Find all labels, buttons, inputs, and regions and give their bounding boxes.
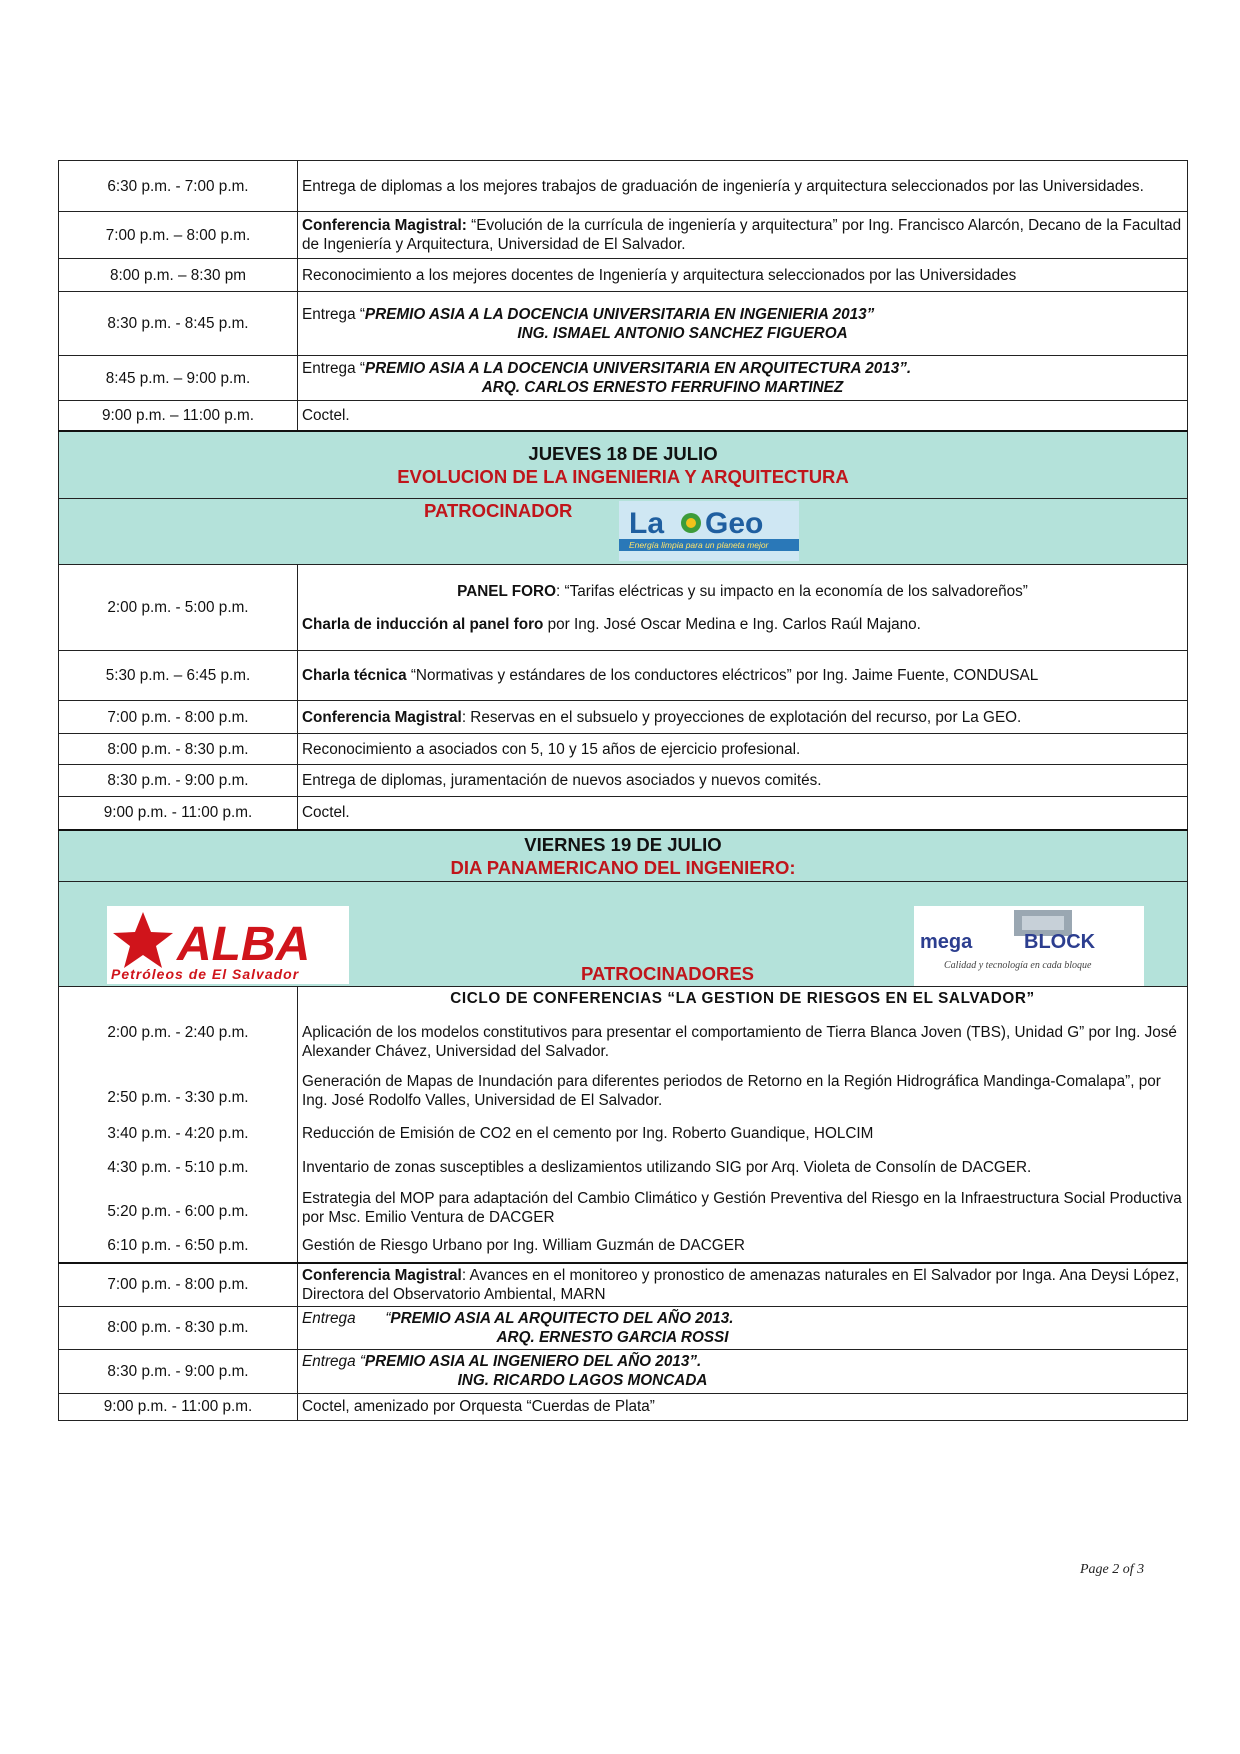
table-row xyxy=(59,356,1188,401)
time-cell: 6:10 p.m. - 6:50 p.m. xyxy=(59,1229,298,1263)
table-row xyxy=(59,765,1188,797)
time-cell: 7:00 p.m. - 8:00 p.m. xyxy=(59,701,298,734)
time-cell: 2:00 p.m. - 5:00 p.m. xyxy=(59,565,298,651)
description-cell xyxy=(298,1349,1188,1393)
table-row xyxy=(59,401,1188,431)
time-cell: 4:30 p.m. - 5:10 p.m. xyxy=(59,1149,298,1187)
page-number: Page 2 of 3 xyxy=(1080,1562,1145,1577)
megablock-logo-text-a: mega xyxy=(920,931,973,953)
sponsor-cell xyxy=(59,882,1188,987)
award-title: PREMIO ASIA AL INGENIERO DEL AÑO 2013”. xyxy=(364,1352,702,1370)
award-lead: Entrega “ xyxy=(302,360,365,377)
table-row xyxy=(59,1011,1188,1063)
cycle-header-row xyxy=(59,987,1188,1011)
description-cell xyxy=(298,292,1188,356)
table-row xyxy=(59,1063,1188,1119)
day-header-thursday xyxy=(59,431,1188,499)
lageo-tagline: Energía limpia para un planeta mejor xyxy=(629,540,769,550)
label-bold: Charla técnica xyxy=(302,667,407,684)
table-row xyxy=(59,1306,1188,1349)
lageo-logo-text-a: La xyxy=(629,507,665,540)
time-cell: 9:00 p.m. - 11:00 p.m. xyxy=(59,1393,298,1420)
award-recipient: ING. ISMAEL ANTONIO SANCHEZ FIGUEROA xyxy=(517,324,848,342)
table-row xyxy=(59,212,1188,259)
table-row xyxy=(59,1229,1188,1263)
time-cell: 6:30 p.m. - 7:00 p.m. xyxy=(59,161,298,212)
megablock-logo-text-b: BLOCK xyxy=(1024,931,1096,953)
description-cell xyxy=(298,701,1188,734)
megablock-tagline: Calidad y tecnología en cada bloque xyxy=(944,960,1092,971)
description-cell: Gestión de Riesgo Urbano por Ing. William Guzmán de DACGER xyxy=(298,1229,1188,1263)
time-cell: 5:30 p.m. – 6:45 p.m. xyxy=(59,651,298,701)
table-row xyxy=(59,651,1188,701)
time-cell: 7:00 p.m. – 8:00 p.m. xyxy=(59,212,298,259)
time-cell: 8:00 p.m. - 8:30 p.m. xyxy=(59,1306,298,1349)
time-cell: 9:00 p.m. – 11:00 p.m. xyxy=(59,401,298,431)
induction-text: por Ing. José Oscar Medina e Ing. Carlos Raúl Majano. xyxy=(543,615,921,633)
time-cell: 8:30 p.m. - 8:45 p.m. xyxy=(59,292,298,356)
description-text: “Evolución de la currícula de ingeniería y arquitectura” por Ing. Francisco Alarcón, Decano de la Facultad de Ingeniería y Arquitectura, Universidad de El Salvador. xyxy=(302,217,1182,253)
table-row xyxy=(59,1187,1188,1229)
induction-label: Charla de inducción al panel foro xyxy=(302,615,544,633)
table-row xyxy=(59,1393,1188,1420)
time-cell: 8:30 p.m. - 9:00 p.m. xyxy=(59,1349,298,1393)
description-cell: Coctel. xyxy=(298,401,1188,431)
description-cell xyxy=(298,356,1188,401)
time-cell: 8:45 p.m. – 9:00 p.m. xyxy=(59,356,298,401)
label-bold: Conferencia Magistral: xyxy=(302,217,467,234)
time-cell xyxy=(59,987,298,1011)
label-bold: Conferencia Magistral xyxy=(302,708,462,726)
description-cell: Generación de Mapas de Inundación para diferentes periodos de Retorno en la Región Hidrográfica Mandinga-Comalapa”, por Ing. José Rodolfo Valles, Universidad de El Salvador. xyxy=(298,1063,1188,1119)
sponsor-row xyxy=(59,499,1188,565)
day-theme: DIA PANAMERICANO DEL INGENIERO: xyxy=(450,856,796,878)
time-cell: 7:00 p.m. - 8:00 p.m. xyxy=(59,1263,298,1307)
description-cell: Inventario de zonas susceptibles a deslizamientos utilizando SIG por Arq. Violeta de Consolín de DACGER. xyxy=(298,1149,1188,1187)
megablock-logo xyxy=(914,906,1144,986)
table-row xyxy=(59,701,1188,734)
description-cell xyxy=(298,1263,1188,1307)
table-row xyxy=(59,797,1188,830)
alba-logo xyxy=(107,906,349,984)
panel-text: : “Tarifas eléctricas y su impacto en la economía de los salvadoreños” xyxy=(556,582,1028,600)
panel-line xyxy=(302,582,1183,601)
sponsor-label: PATROCINADOR xyxy=(424,500,573,521)
award-lead: Entrega “ xyxy=(302,1352,365,1370)
time-cell: 2:50 p.m. - 3:30 p.m. xyxy=(59,1063,298,1119)
time-cell: 8:00 p.m. - 8:30 p.m. xyxy=(59,734,298,765)
day-header-cell xyxy=(59,830,1188,882)
award-title: PREMIO ASIA AL ARQUITECTO DEL AÑO 2013. xyxy=(390,1309,734,1327)
time-cell: 2:00 p.m. - 2:40 p.m. xyxy=(59,1011,298,1063)
label-bold: Conferencia Magistral xyxy=(302,1266,462,1284)
award-recipient: ARQ. ERNESTO GARCIA ROSSI xyxy=(496,1328,729,1346)
alba-logo-subtitle: Petróleos de El Salvador xyxy=(111,966,300,982)
table-row xyxy=(59,1119,1188,1149)
day-header-cell xyxy=(59,431,1188,499)
induction-line xyxy=(302,615,1183,634)
description-text: : Reservas en el subsuelo y proyecciones de explotación del recurso, por La GEO. xyxy=(461,708,1022,726)
award-recipient: ING. RICARDO LAGOS MONCADA xyxy=(457,1371,708,1389)
table-row xyxy=(59,1149,1188,1187)
day-title: JUEVES 18 DE JULIO xyxy=(528,442,718,464)
description-cell: Reducción de Emisión de CO2 en el cemento por Ing. Roberto Guandique, HOLCIM xyxy=(298,1119,1188,1149)
alba-logo-text: ALBA xyxy=(177,918,311,971)
day-theme: EVOLUCION DE LA INGENIERIA Y ARQUITECTURA xyxy=(397,465,849,487)
lageo-logo-text-b: Geo xyxy=(705,507,764,540)
description-cell: Reconocimiento a los mejores docentes de Ingeniería y arquitectura seleccionados por las Universidades xyxy=(298,259,1188,292)
time-cell: 5:20 p.m. - 6:00 p.m. xyxy=(59,1187,298,1229)
description-cell: Reconocimiento a asociados con 5, 10 y 15 años de ejercicio profesional. xyxy=(298,734,1188,765)
table-row xyxy=(59,259,1188,292)
cycle-title: CICLO DE CONFERENCIAS “LA GESTION DE RIESGOS EN EL SALVADOR” xyxy=(298,987,1188,1011)
table-row xyxy=(59,1349,1188,1393)
time-cell: 9:00 p.m. - 11:00 p.m. xyxy=(59,797,298,830)
table-row xyxy=(59,565,1188,651)
description-text: “Normativas y estándares de los conductores eléctricos” por Ing. Jaime Fuente, CONDUSAL xyxy=(406,667,1039,684)
description-cell: Entrega de diplomas, juramentación de nuevos asociados y nuevos comités. xyxy=(298,765,1188,797)
table-row xyxy=(59,1263,1188,1307)
award-title: PREMIO ASIA A LA DOCENCIA UNIVERSITARIA EN ARQUITECTURA 2013”. xyxy=(364,360,912,377)
award-recipient: ARQ. CARLOS ERNESTO FERRUFINO MARTINEZ xyxy=(481,379,844,396)
time-cell: 3:40 p.m. - 4:20 p.m. xyxy=(59,1119,298,1149)
description-cell xyxy=(298,212,1188,259)
sponsor-row xyxy=(59,882,1188,987)
table-row xyxy=(59,734,1188,765)
time-cell: 8:00 p.m. – 8:30 pm xyxy=(59,259,298,292)
award-lead: Entrega “ xyxy=(302,1309,391,1327)
panel-label: PANEL FORO xyxy=(457,582,556,600)
description-cell: Entrega de diplomas a los mejores trabajos de graduación de ingeniería y arquitectura seleccionados por las Universidades. xyxy=(298,161,1188,212)
lageo-logo xyxy=(619,501,799,561)
schedule-table xyxy=(58,160,1188,1421)
description-cell xyxy=(298,651,1188,701)
description-cell xyxy=(298,565,1188,651)
description-cell: Coctel. xyxy=(298,797,1188,830)
description-cell: Aplicación de los modelos constitutivos para presentar el comportamiento de Tierra Blanca Joven (TBS), Unidad G” por Ing. José Alexander Chávez, Universidad del Salvador. xyxy=(298,1011,1188,1063)
description-text: : Avances en el monitoreo y pronostico de amenazas naturales en El Salvador por Inga. Ana Deysi López, Directora del Observatorio Ambiental, MARN xyxy=(302,1266,1180,1303)
day-header-friday xyxy=(59,830,1188,882)
description-cell: Coctel, amenizado por Orquesta “Cuerdas de Plata” xyxy=(298,1393,1188,1420)
description-cell xyxy=(298,1306,1188,1349)
table-row xyxy=(59,292,1188,356)
award-title: PREMIO ASIA A LA DOCENCIA UNIVERSITARIA EN INGENIERIA 2013” xyxy=(364,305,875,323)
sponsor-cell xyxy=(59,499,1188,565)
sponsors-label: PATROCINADORES xyxy=(581,963,755,984)
description-cell: Estrategia del MOP para adaptación del Cambio Climático y Gestión Preventiva del Riesgo en la Infraestructura Social Productiva por Msc. Emilio Ventura de DACGER xyxy=(298,1187,1188,1229)
day-title: VIERNES 19 DE JULIO xyxy=(524,833,722,855)
table-row xyxy=(59,161,1188,212)
award-lead: Entrega “ xyxy=(302,305,365,323)
time-cell: 8:30 p.m. - 9:00 p.m. xyxy=(59,765,298,797)
